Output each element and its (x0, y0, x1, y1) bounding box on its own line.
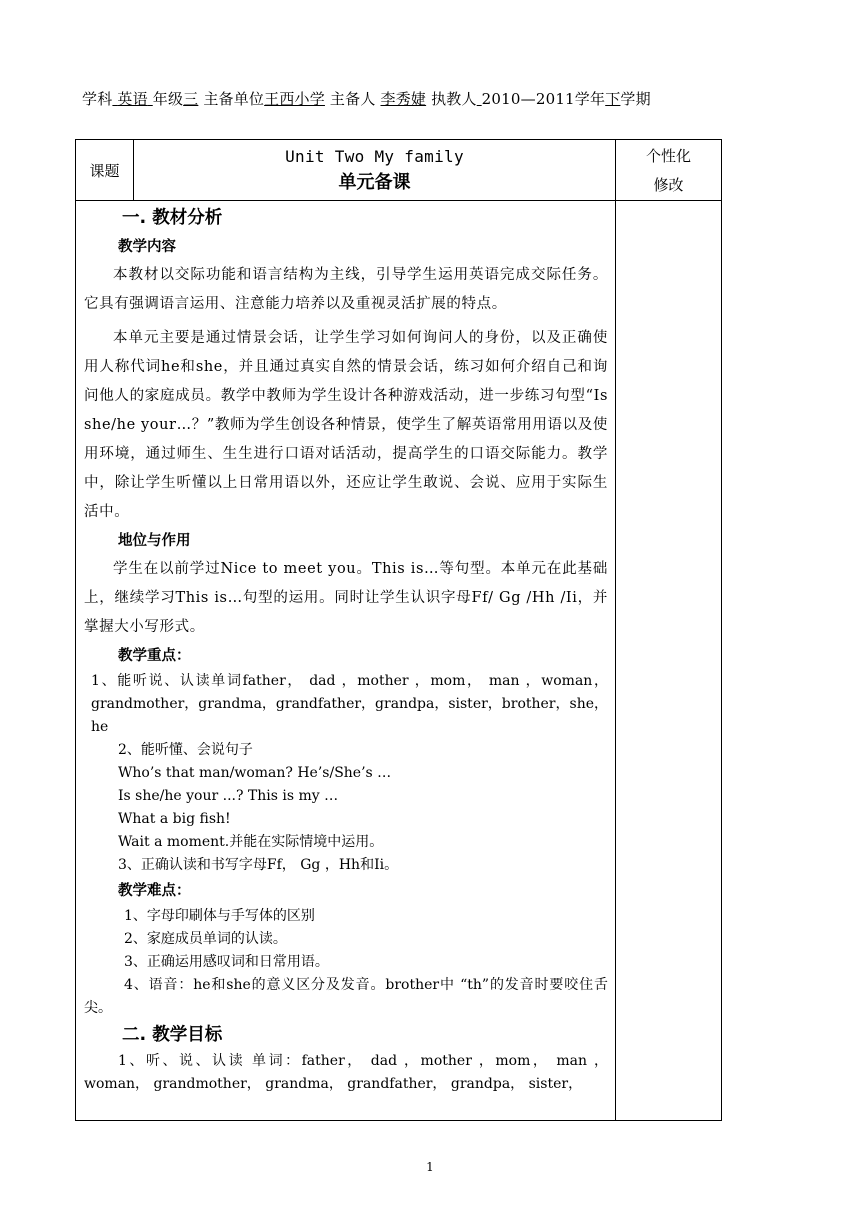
title-cell (134, 140, 616, 201)
key-sentence-2: Is she/he your ...? This is my … (118, 788, 339, 804)
key-point-3: 3、正确认读和书写字母Ff， Gg ，Hh和Ii。 (118, 857, 399, 873)
side-label-line1: 个性化 (645, 147, 691, 165)
page-number: 1 (426, 1160, 434, 1174)
content-row (76, 201, 722, 1121)
paragraph-3: 学生在以前学过Nice to meet you。This is…等句型。本单元在此基础上，继续学习This is…句型的运用。同时让学生认识字母Ff/ Gg /Hh /Ii，并掌握大小写形式。 (84, 561, 608, 635)
grade-label: 年级 (152, 90, 184, 108)
content-cell (76, 201, 616, 1121)
term-value: 下 (605, 90, 621, 108)
section2-heading: 二. 教学目标 (122, 1025, 223, 1045)
paragraph-1: 本教材以交际功能和语言结构为主线，引导学生运用英语完成交际任务。它具有强调语言运用、注意能力培养以及重视灵活扩展的特点。 (84, 267, 608, 312)
key-sentence-3: What a big fish! (118, 811, 231, 827)
unit-subtitle: 单元备课 (338, 172, 411, 193)
topic-label: 课题 (89, 161, 120, 180)
document-header (82, 88, 782, 109)
difficult-point-3: 3、正确运用感叹词和日常用语。 (124, 954, 329, 970)
term-suffix: 学期 (620, 90, 651, 108)
section1-heading: 一. 教材分析 (122, 208, 223, 228)
subject-label: 学科 (82, 90, 113, 108)
key-point-2: 2、能听懂、会说句子 (118, 742, 253, 758)
subject-value: 英语 (117, 90, 148, 108)
key-sentence-1: Who’s that man/woman? He’s/She’s … (118, 765, 392, 781)
key-point-1: 1、能听说、认读单词father， dad ，mother ，mom， man ，woman，grandmother，grandma，grandfather，grandpa，sister，brother，she， he (91, 673, 608, 735)
paragraph-2: 本单元主要是通过情景会话，让学生学习如何询问人的身份，以及正确使用人称代词he和she，并且通过真实自然的情景会话，练习如何介绍自己和询问他人的家庭成员。教学中教师为学生设计各种游戏活动，进一步练习句型“Is she/he your…？”教师为学生创设各种情景，使学生了解英语常用用语以及使用环境，通过师生、生生进行口语对话活动，提高学生的口语交际能力。教学中，除让学生听懂以上日常用语以外，还应让学生敢说、会说、应用于实际生活中。 (84, 330, 608, 520)
title-row (76, 140, 722, 201)
difficult-points-heading: 教学难点： (118, 883, 191, 899)
key-points-heading: 教学重点： (118, 648, 191, 664)
unit-label: 主备单位 (203, 90, 265, 108)
grade-value: 三 (183, 90, 199, 108)
unit-title: Unit Two My family (285, 147, 464, 166)
personalized-edit-column (616, 201, 722, 1121)
topic-label-cell (76, 140, 134, 201)
teacher-label: 执教人 (431, 90, 477, 108)
teaching-content-heading: 教学内容 (118, 239, 176, 255)
difficult-point-2: 2、家庭成员单词的认读。 (124, 931, 287, 947)
preparer-label: 主备人 (329, 90, 376, 108)
position-heading: 地位与作用 (118, 533, 191, 549)
unit-value: 王西小学 (264, 90, 325, 108)
side-label-line2: 修改 (653, 176, 684, 194)
key-sentence-4: Wait a moment.并能在实际情境中运用。 (118, 834, 384, 850)
difficult-point-1: 1、字母印刷体与手写体的区别 (124, 908, 315, 924)
lesson-plan-table (75, 139, 722, 1121)
personalized-edit-cell (616, 140, 722, 201)
school-year: 2010—2011学年 (481, 90, 606, 108)
preparer-value: 李秀婕 (380, 90, 427, 108)
difficult-point-4: 4、语音：he和she的意义区分及发音。brother中 “th”的发音时要咬住舌尖。 (84, 977, 608, 1016)
goal-1: 1、听、说、认读 单词：father， dad ，mother ，mom， man ，woman， grandmother， grandma， grandfather， grandpa， sister， (84, 1053, 608, 1092)
